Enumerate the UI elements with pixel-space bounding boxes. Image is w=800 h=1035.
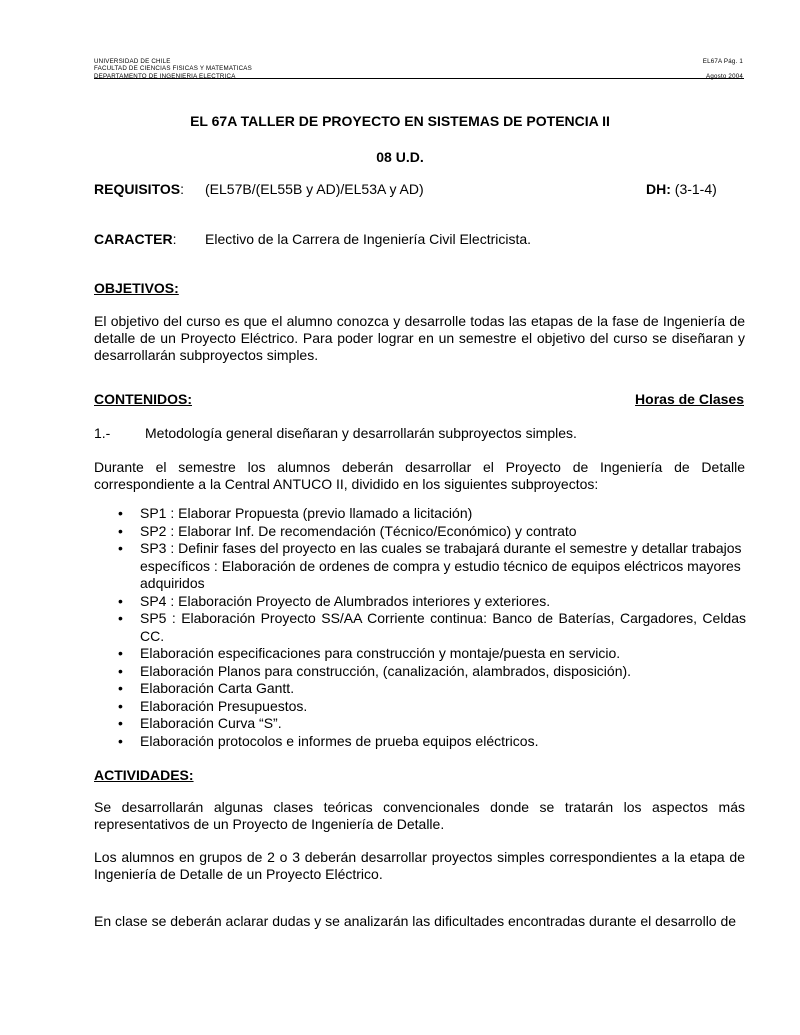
- list-item-text: SP2 : Elaborar Inf. De recomendación (Técnico/Económico) y contrato: [140, 522, 577, 539]
- contenidos-intro: Durante el semestre los alumnos deberán desarrollar el Proyecto de Ingeniería de Detalle correspondiente a la Central ANTUCO II, dividido en los siguientes subproyectos:: [94, 459, 745, 492]
- dh-field: [646, 181, 717, 198]
- institution-header: [94, 58, 252, 80]
- list-item: [118, 610, 746, 645]
- caracter-label: CARACTER: [94, 231, 173, 247]
- list-item: [118, 523, 746, 541]
- list-item-text: SP3 : Definir fases del proyecto en las cuales se trabajará durante el semestre y detallar trabajos específicos : Elaboración de ordenes de compra y estudio técnico de equipos eléctricos mayores adquiridos: [140, 540, 742, 591]
- header-faculty: FACULTAD DE CIENCIAS FISICAS Y MATEMATICAS: [94, 65, 252, 73]
- header-date: Agosto 2004: [706, 72, 743, 80]
- contenidos-item-number: 1.-: [94, 425, 111, 441]
- list-item: [118, 663, 746, 681]
- list-item: [118, 645, 746, 663]
- requisitos-row: [94, 181, 184, 198]
- list-item-text: Elaboración Carta Gantt.: [140, 680, 295, 696]
- requisitos-value: (EL57B/(EL55B y AD)/EL53A y AD): [205, 181, 424, 197]
- list-item-text: SP1 : Elaborar Propuesta (previo llamado a licitación): [140, 505, 473, 521]
- actividades-paragraph-2: Los alumnos en grupos de 2 o 3 deberán desarrollar proyectos simples correspondientes a la etapa de Ingeniería de Detalle de un Proyecto Eléctrico.: [94, 849, 745, 882]
- requisitos-label: REQUISITOS: [94, 181, 181, 197]
- bullet-glyph: •: [118, 680, 123, 696]
- bullet-glyph: •: [118, 522, 123, 539]
- dh-label: DH:: [646, 181, 671, 197]
- caracter-row: [94, 231, 176, 248]
- list-item-text: SP5 : Elaboración Proyecto SS/AA Corriente continua: Banco de Baterías, Cargadores, Celdas CC.: [140, 610, 746, 644]
- course-units: 08 U.D.: [376, 149, 424, 165]
- objetivos-heading: OBJETIVOS:: [94, 280, 179, 296]
- dh-value: (3-1-4): [670, 181, 717, 197]
- bullet-glyph: •: [118, 662, 123, 679]
- list-item: [118, 698, 746, 716]
- list-item-text: SP4 : Elaboración Proyecto de Alumbrados interiores y exteriores.: [140, 592, 551, 609]
- caracter-colon: :: [172, 231, 177, 247]
- list-item: [118, 733, 746, 751]
- subprojects-list: [118, 505, 746, 750]
- bullet-glyph: •: [118, 715, 123, 731]
- bullet-glyph: •: [118, 645, 123, 661]
- requisitos-colon: :: [180, 181, 184, 197]
- list-item-text: Elaboración Curva “S”.: [140, 715, 282, 731]
- header-department: DEPARTAMENTO DE INGENIERIA ELECTRICA: [94, 72, 236, 80]
- actividades-heading: ACTIVIDADES:: [94, 767, 194, 783]
- actividades-paragraph-3: En clase se deberán aclarar dudas y se analizarán las dificultades encontradas durante el desarrollo de: [94, 913, 737, 929]
- page-header-right: [703, 58, 743, 80]
- bullet-glyph: •: [118, 697, 123, 714]
- horas-de-clases-heading: Horas de Clases: [635, 391, 744, 407]
- bullet-glyph: •: [118, 505, 123, 521]
- list-item: [118, 505, 746, 523]
- bullet-glyph: •: [118, 540, 123, 556]
- header-page-number: EL67A Pág. 1: [702, 58, 743, 65]
- list-item-text: Elaboración Presupuestos.: [140, 697, 308, 714]
- list-item: [118, 540, 746, 593]
- objetivos-paragraph: El objetivo del curso es que el alumno conozca y desarrolle todas las etapas de la fase de Ingeniería de detalle de un Proyecto Eléctrico. Para poder lograr en un semestre el objetivo del curso se diseñaran y desarrollarán subproyectos simples.: [94, 313, 745, 363]
- caracter-value: Electivo de la Carrera de Ingeniería Civil Electricista.: [205, 231, 532, 247]
- list-item: [118, 715, 746, 733]
- contenidos-item-text: Metodología general diseñaran y desarrollarán subproyectos simples.: [145, 425, 577, 441]
- list-item: [118, 593, 746, 611]
- list-item-text: Elaboración Planos para construcción, (canalización, alambrados, disposición).: [140, 662, 632, 679]
- list-item: [118, 680, 746, 698]
- bullet-glyph: •: [118, 732, 123, 749]
- list-item-text: Elaboración especificaciones para construcción y montaje/puesta en servicio.: [140, 645, 621, 661]
- header-spacer: [703, 65, 743, 72]
- bullet-glyph: •: [118, 592, 123, 609]
- course-title: EL 67A TALLER DE PROYECTO EN SISTEMAS DE POTENCIA II: [190, 113, 610, 129]
- list-item-text: Elaboración protocolos e informes de prueba equipos eléctricos.: [140, 732, 539, 749]
- bullet-glyph: •: [118, 610, 123, 626]
- actividades-paragraph-1: Se desarrollarán algunas clases teóricas convencionales donde se tratarán los aspectos más representativos de un Proyecto de Ingeniería de Detalle.: [94, 799, 745, 832]
- contenidos-heading: CONTENIDOS:: [94, 391, 192, 407]
- header-university: UNIVERSIDAD DE CHILE: [94, 58, 171, 65]
- header-divider: [94, 78, 744, 79]
